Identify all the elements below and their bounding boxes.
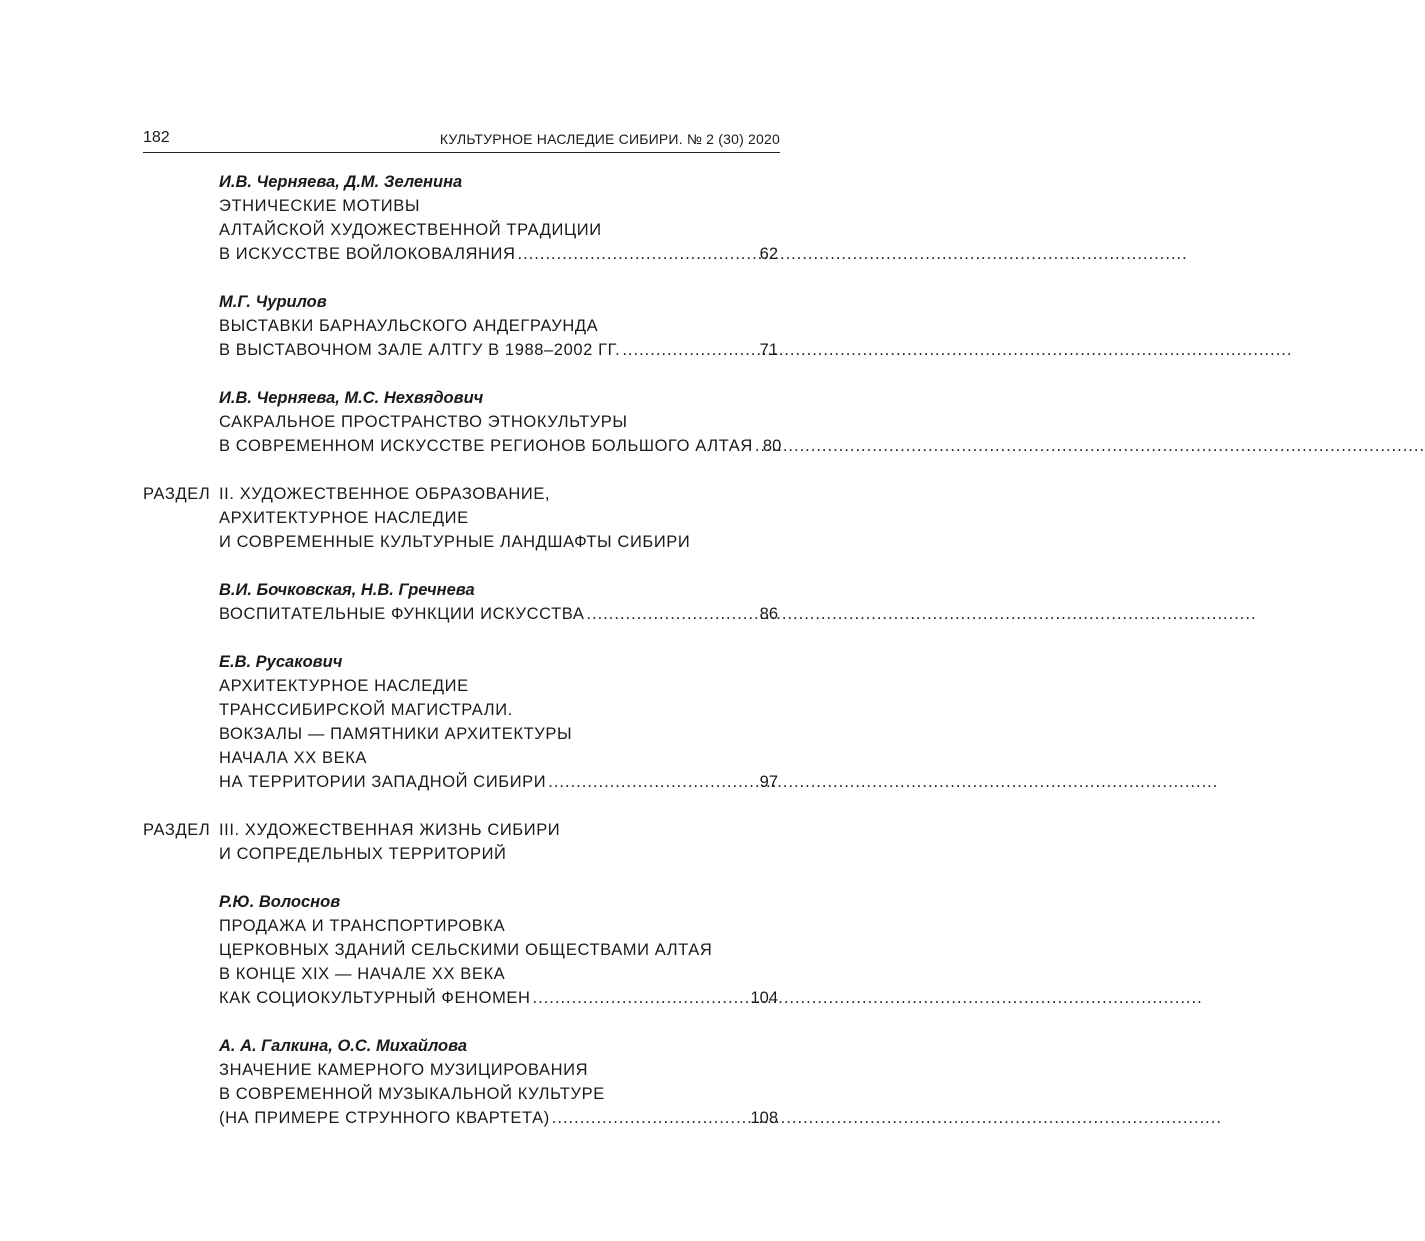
section-heading <box>143 482 783 554</box>
section-title-line: III. ХУДОЖЕСТВЕННАЯ ЖИЗНЬ СИБИРИ <box>219 821 561 839</box>
entry-authors: И.В. Черняева, М.С. Нехвядович <box>219 389 484 407</box>
entry-title-text: ВОСПИТАТЕЛЬНЫЕ ФУНКЦИИ ИСКУССТВА <box>219 605 585 623</box>
toc-entry[interactable] <box>219 890 778 1010</box>
toc-entry[interactable] <box>219 578 778 626</box>
toc-entry[interactable] <box>219 386 782 458</box>
entry-page-number: 71 <box>759 341 778 359</box>
entry-title-line: ПРОДАЖА И ТРАНСПОРТИРОВКА <box>219 917 506 935</box>
dot-leader <box>755 434 761 458</box>
entry-title-line: АЛТАЙСКОЙ ХУДОЖЕСТВЕННОЙ ТРАДИЦИИ <box>219 221 602 239</box>
entry-authors: В.И. Бочковская, Н.В. Гречнева <box>219 581 475 599</box>
section-heading <box>143 818 783 866</box>
entry-page-number: 80 <box>762 437 782 455</box>
section-title-line: АРХИТЕКТУРНОЕ НАСЛЕДИЕ <box>219 509 469 527</box>
entry-title-last-line <box>219 986 778 1010</box>
toc-entry[interactable] <box>219 650 778 794</box>
toc-entry[interactable] <box>219 1034 778 1130</box>
page-number: 182 <box>143 129 170 146</box>
entry-authors: А. А. Галкина, О.С. Михайлова <box>219 1037 468 1055</box>
entry-title-line: ТРАНССИБИРСКОЙ МАГИСТРАЛИ. <box>219 701 513 719</box>
entry-title-text: (НА ПРИМЕРЕ СТРУННОГО КВАРТЕТА) <box>219 1109 550 1127</box>
entry-title-last-line <box>219 1106 778 1130</box>
running-title: КУЛЬТУРНОЕ НАСЛЕДИЕ СИБИРИ. № 2 (30) 2020 <box>439 131 780 147</box>
entry-page-number: 62 <box>759 245 778 263</box>
table-of-contents <box>0 170 875 1130</box>
section-label: РАЗДЕЛ <box>143 821 211 839</box>
entry-title-last-line <box>219 770 778 794</box>
entry-title-text: В ИСКУССТВЕ ВОЙЛОКОВАЛЯНИЯ <box>219 245 516 263</box>
dot-leader <box>552 1106 749 1130</box>
dot-leader <box>518 242 758 266</box>
section-title-line: И СОВРЕМЕННЫЕ КУЛЬТУРНЫЕ ЛАНДШАФТЫ СИБИРИ <box>219 533 691 551</box>
section-title-line: И СОПРЕДЕЛЬНЫХ ТЕРРИТОРИЙ <box>219 845 507 863</box>
entry-title-text: В ВЫСТАВОЧНОМ ЗАЛЕ АЛТГУ В 1988–2002 ГГ. <box>219 341 621 359</box>
entry-title-line: АРХИТЕКТУРНОЕ НАСЛЕДИЕ <box>219 677 469 695</box>
entry-title-line: НАЧАЛА XX ВЕКА <box>219 749 368 767</box>
entry-title-line: САКРАЛЬНОЕ ПРОСТРАНСТВО ЭТНОКУЛЬТУРЫ <box>219 413 628 431</box>
entry-title-text: КАК СОЦИОКУЛЬТУРНЫЙ ФЕНОМЕН <box>219 989 531 1007</box>
section-label: РАЗДЕЛ <box>143 485 211 503</box>
toc-entry[interactable] <box>219 290 778 362</box>
dot-leader <box>533 986 749 1010</box>
entry-title-line: ЭТНИЧЕСКИЕ МОТИВЫ <box>219 197 421 215</box>
entry-page-number: 108 <box>750 1109 778 1127</box>
section-first-line <box>143 482 783 506</box>
entry-authors: М.Г. Чурилов <box>219 293 327 311</box>
entry-title-text: НА ТЕРРИТОРИИ ЗАПАДНОЙ СИБИРИ <box>219 773 547 791</box>
page-header <box>143 128 780 153</box>
entry-title-last-line <box>219 338 778 362</box>
entry-title-line: ВОКЗАЛЫ — ПАМЯТНИКИ АРХИТЕКТУРЫ <box>219 725 573 743</box>
entry-title-line: В СОВРЕМЕННОЙ МУЗЫКАЛЬНОЙ КУЛЬТУРЕ <box>219 1085 605 1103</box>
entry-page-number: 86 <box>759 605 778 623</box>
dot-leader <box>622 338 757 362</box>
entry-page-number: 97 <box>759 773 778 791</box>
entry-authors: Р.Ю. Волоснов <box>219 893 341 911</box>
entry-title-line: В КОНЦЕ XIX — НАЧАЛЕ XX ВЕКА <box>219 965 506 983</box>
entry-page-number: 104 <box>750 989 778 1007</box>
entry-title-line: ЗНАЧЕНИЕ КАМЕРНОГО МУЗИЦИРОВАНИЯ <box>219 1061 589 1079</box>
entry-title-line: ВЫСТАВКИ БАРНАУЛЬСКОГО АНДЕГРАУНДА <box>219 317 599 335</box>
section-title-line: II. ХУДОЖЕСТВЕННОЕ ОБРАЗОВАНИЕ, <box>219 485 551 503</box>
entry-authors: И.В. Черняева, Д.М. Зеленина <box>219 173 463 191</box>
entry-title-last-line <box>219 602 778 626</box>
dot-leader <box>548 770 757 794</box>
dot-leader <box>586 602 757 626</box>
section-first-line <box>143 818 783 842</box>
entry-authors: Е.В. Русакович <box>219 653 343 671</box>
entry-title-last-line <box>219 434 782 458</box>
toc-entry[interactable] <box>219 170 778 266</box>
entry-title-text: В СОВРЕМЕННОМ ИСКУССТВЕ РЕГИОНОВ БОЛЬШОГО АЛТАЯ <box>219 437 753 455</box>
entry-title-line: ЦЕРКОВНЫХ ЗДАНИЙ СЕЛЬСКИМИ ОБЩЕСТВАМИ АЛТАЯ <box>219 941 713 959</box>
entry-title-last-line <box>219 242 778 266</box>
